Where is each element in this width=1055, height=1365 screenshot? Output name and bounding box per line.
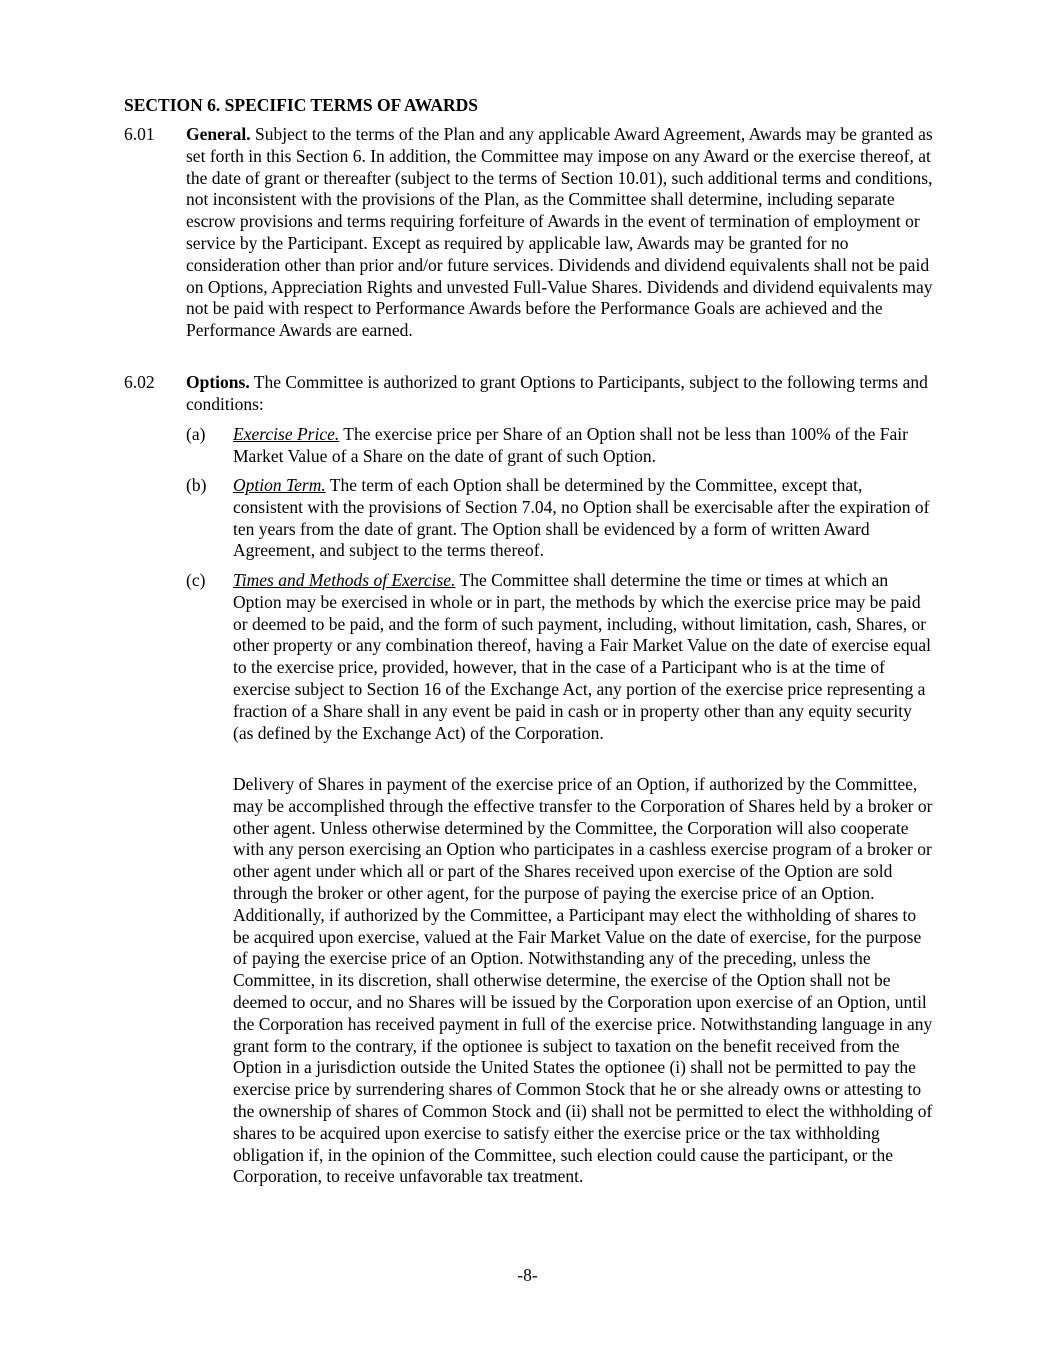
subclause-text: The exercise price per Share of an Option shall not be less than 100% of the Fair Market Value of a Share on the date of grant of such Option. bbox=[233, 424, 908, 466]
subclause-text: The Committee shall determine the time or times at which an Option may be exercised in whole or in part, the methods by which the exercise price may be paid or deemed to be paid, and the form of such payment, including, without limitation, cash, Shares, or other property or any combination thereof, having a Fair Market Value on the date of exercise equal to the exercise price, provided, however, that in the case of a Participant who is at the time of exercise subject to Section 16 of the Exchange Act, any portion of the exercise price representing a fraction of a Share shall in any event be paid in cash or in property other than any equity security (as defined by the Exchange Act) of the Corporation. bbox=[233, 570, 931, 743]
clause-body bbox=[186, 372, 934, 416]
clause-number: 6.01 bbox=[124, 124, 155, 144]
subclause-b bbox=[186, 475, 934, 562]
section-title: SECTION 6. SPECIFIC TERMS OF AWARDS bbox=[124, 95, 478, 115]
clause-text: The Committee is authorized to grant Options to Participants, subject to the following terms and conditions: bbox=[186, 372, 928, 414]
subclause-body bbox=[233, 475, 934, 562]
subclause-a bbox=[186, 424, 934, 468]
subclause-text: The term of each Option shall be determined by the Committee, except that, consistent with the provisions of Section 7.04, no Option shall be exercisable after the expiration of ten years from the date of grant. The Option shall be evidenced by a form of written Award Agreement, and subject to the terms thereof. bbox=[233, 475, 930, 561]
clause-number: 6.02 bbox=[124, 372, 155, 392]
clause-heading: General. bbox=[186, 124, 251, 144]
continuation-paragraph: Delivery of Shares in payment of the exercise price of an Option, if authorized by the Committee, may be accomplished through the effective transfer to the Corporation of Shares held by a broker or other agent. Unless otherwise determined by the Committee, the Corporation will also cooperate with any person exercising an Option who participates in a cashless exercise program of a broker or other agent under which all or part of the Shares received upon exercise of the Option are sold through the broker or other agent, for the purpose of paying the exercise price of an Option. Additionally, if authorized by the Committee, a Participant may elect the withholding of shares to be acquired upon exercise, valued at the Fair Market Value on the date of exercise, for the purpose of paying the exercise price of an Option. Notwithstanding any of the preceding, unless the Committee, in its discretion, shall otherwise determine, the exercise of the Option shall not be deemed to occur, and no Shares will be issued by the Corporation upon exercise of an Option, until the Corporation has received payment in full of the exercise price. Notwithstanding language in any grant form to the contrary, if the optionee is subject to taxation on the benefit received from the Option in a jurisdiction outside the United States the optionee (i) shall not be permitted to pay the exercise price by surrendering shares of Common Stock that he or she already owns or attesting to the ownership of shares of Common Stock and (ii) shall not be permitted to elect the withholding of shares to be acquired upon exercise to satisfy either the exercise price or the tax withholding obligation if, in the opinion of the Committee, such election could cause the participant, or the Corporation, to receive unfavorable tax treatment. bbox=[233, 774, 933, 1187]
subclause-body bbox=[233, 424, 934, 468]
subclause-label: (c) bbox=[186, 570, 206, 590]
subclause-heading: Times and Methods of Exercise. bbox=[233, 570, 456, 590]
subclause-body bbox=[233, 570, 934, 744]
clause-6-02 bbox=[124, 372, 934, 416]
clause-heading: Options. bbox=[186, 372, 250, 392]
page-number: -8- bbox=[517, 1265, 538, 1285]
clause-6-01 bbox=[124, 124, 934, 342]
subclause-c bbox=[186, 570, 934, 744]
subclause-label: (b) bbox=[186, 475, 207, 495]
subclause-heading: Option Term. bbox=[233, 475, 326, 495]
clause-text: Subject to the terms of the Plan and any applicable Award Agreement, Awards may be granted as set forth in this Section 6. In addition, the Committee may impose on any Award or the exercise thereof, at the date of grant or thereafter (subject to the terms of Section 10.01), such additional terms and conditions, not inconsistent with the provisions of the Plan, as the Committee shall determine, including separate escrow provisions and terms requiring forfeiture of Awards in the event of termination of employment or service by the Participant. Except as required by applicable law, Awards may be granted for no consideration other than prior and/or future services. Dividends and dividend equivalents shall not be paid on Options, Appreciation Rights and unvested Full-Value Shares. Dividends and dividend equivalents may not be paid with respect to Performance Awards before the Performance Goals are achieved and the Performance Awards are earned. bbox=[186, 124, 933, 341]
clause-body bbox=[186, 124, 934, 342]
subclause-label: (a) bbox=[186, 424, 206, 444]
subclause-heading: Exercise Price. bbox=[233, 424, 340, 444]
